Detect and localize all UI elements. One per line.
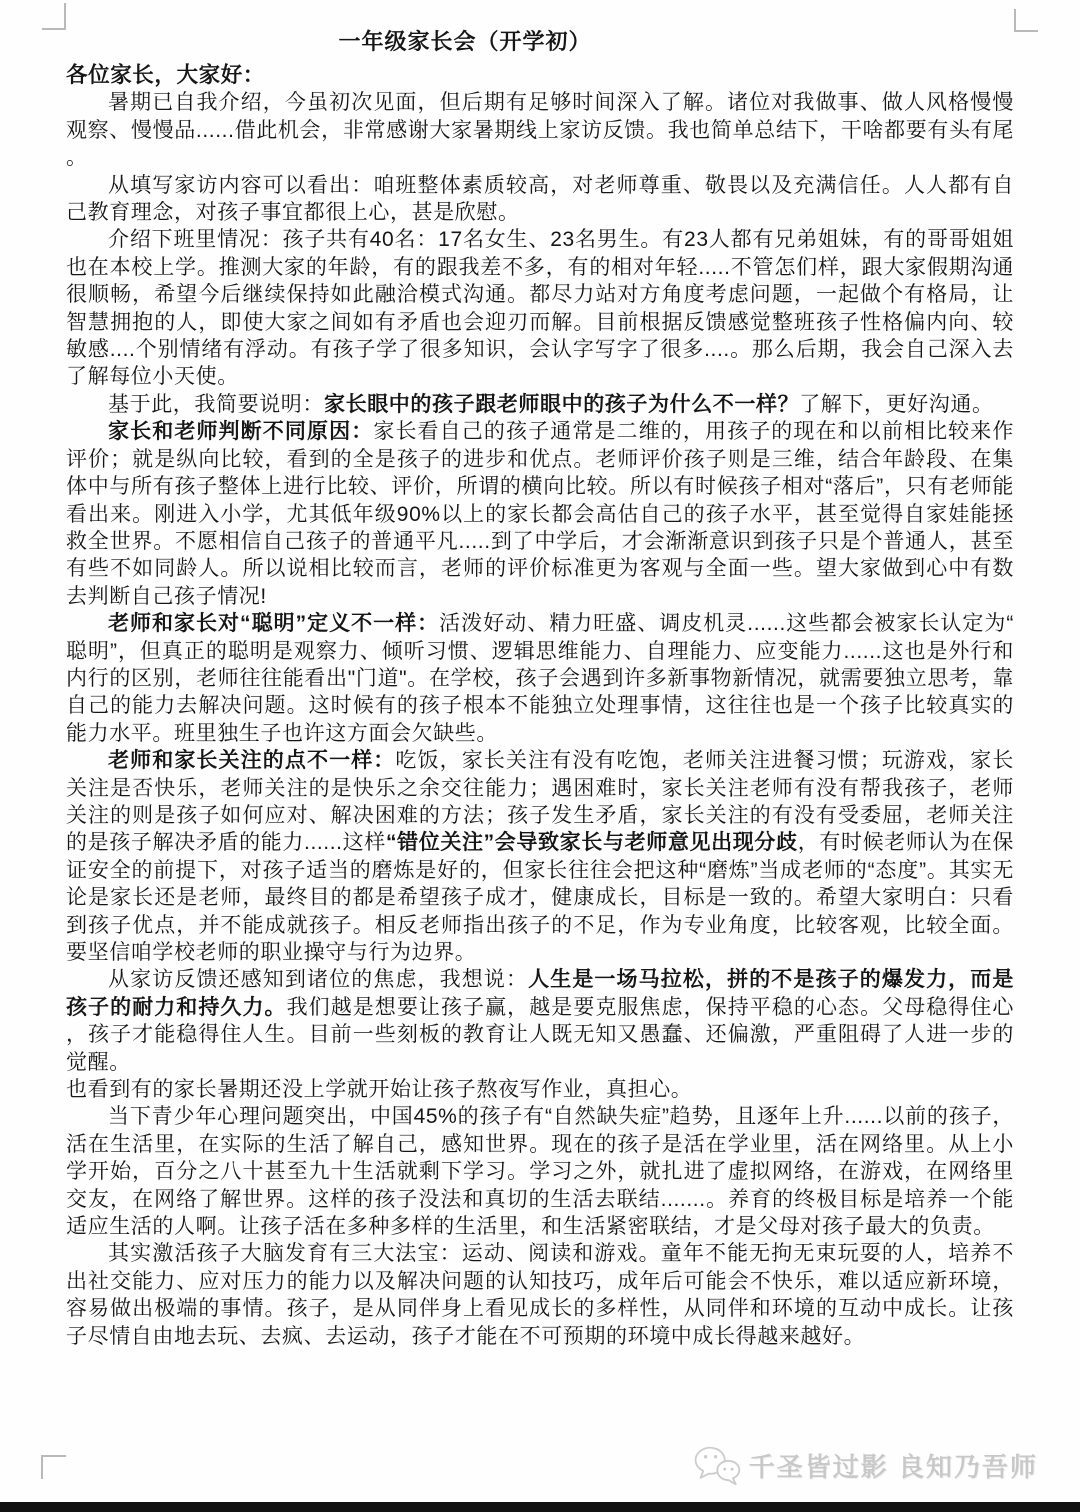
text-run: 介绍下班里情况：孩子共有40名：17名女生、23名男生。有23人都有兄弟姐妹，有的哥哥姐姐也在本校上学。推测大家的年龄，有的跟我差不多，有的相对年轻.....不管怎们样，跟大家假期沟通很顺畅，希望今后继续保持如此融洽模式沟通。都尽力站对方角度考虑问题，一起做个有格局，让智慧拥抱的人，即使大家之间如有矛盾也会迎刃而解。目前根据反馈感觉整班孩子性格偏内向、较敏感....个别情绪有浮动。有孩子学了很多知识，会认字写字了很多....。那么后期，我会自己深入去了解每位小天使。 [66, 228, 1014, 389]
document-content [66, 27, 1014, 1350]
text-run: 了解下，更好沟通。 [799, 392, 994, 416]
paragraphs-container [66, 89, 1014, 1350]
bottom-bar [0, 1502, 1080, 1512]
bold-text-run: 人生是一场马拉松，拼的不是孩子的爆发力，而是孩子的耐力和持久力。 [66, 968, 1014, 1019]
bold-text-run: 家长和老师判断不同原因： [108, 420, 374, 444]
text-run: 活泼好动、精力旺盛、调皮机灵......这些都会被家长认定为“聪明”，但真正的聪明是观察力、倾听习惯、逻辑思维能力、自理能力、应变能力......这也是外行和内行的区别，老师往往能看出"门道"。在学校，孩子会遇到许多新事物新情况，就需要独立思考，靠自己的能力去解决问题。这时候有的孩子根本不能独立处理事情，这往往也是一个孩子比较真实的能力水平。班里独生子也许这方面会欠缺些。 [66, 612, 1014, 745]
text-run: 也看到有的家长暑期还没上学就开始让孩子熬夜写作业，真担心。 [66, 1078, 693, 1102]
paragraph [66, 1240, 1014, 1350]
text-run: 当下青少年心理问题突出，中国45%的孩子有“自然缺失症”趋势，且逐年上升......以前的孩子，活在生活里，在实际的生活了解自己，感知世界。现在的孩子是活在学业里，活在网络里。从上小学开始，百分之八十甚至九十生活就剩下学习。学习之外，就扎进了虚拟网络，在游戏，在网络里交友，在网络了解世界。这样的孩子没法和真切的生活去联结.......。养育的终极目标是培养一个能适应生活的人啊。让孩子活在多种多样的生活里，和生活紧密联结，才是父母对孩子最大的负责。 [66, 1105, 1014, 1239]
text-run: 基于此，我简要说明： [108, 392, 324, 416]
greeting-line: 各位家长，大家好： [66, 63, 265, 87]
paragraph [66, 89, 1014, 171]
text-run: 从填写家访内容可以看出：咱班整体素质较高，对老师尊重、敬畏以及充满信任。人人都有自己教育理念，对孩子事宜都很上心，甚是欣慰。 [66, 173, 1014, 225]
paragraph [66, 966, 1014, 1076]
text-run: 吃饭，家长关注有没有吃饱，老师关注进餐习惯；玩游戏，家长关注是否快乐，老师关注的是快乐之余交往能力；遇困难时，家长关注老师有没有帮我孩子，老师关注的则是孩子如何应对、解决困难的方法；孩子发生矛盾，家长关注的有没有受委屈，老师关注的是孩子解决矛盾的能力......这样 [66, 749, 1014, 855]
bold-text-run: 老师和家长关注的点不一样： [108, 749, 396, 773]
paragraph [66, 1076, 1014, 1103]
paragraph [66, 172, 1014, 227]
paragraph [66, 226, 1014, 390]
text-run: ，有时候老师认为在保证安全的前提下，对孩子适当的磨炼是好的，但家长往往会把这种“磨炼”当成老师的“态度”。其实无论是家长还是老师，最终目的都是希望孩子成才，健康成长，目标是一致的。希望大家明白：只看到孩子优点，并不能成就孩子。相反老师指出孩子的不足，作为专业角度，比较客观，比较全面。要坚信咱学校老师的职业操守与行为边界。 [66, 831, 1015, 964]
wechat-icon [693, 1444, 741, 1486]
bold-text-run: 老师和家长对“聪明”定义不一样： [108, 612, 440, 636]
paragraph [66, 747, 1014, 966]
paragraph [66, 610, 1014, 747]
text-run: 从家访反馈还感知到诸位的焦虑，我想说： [108, 968, 529, 992]
text-boundary-mark-bottom-left [41, 1455, 66, 1479]
bold-text-run: 家长眼中的孩子跟老师眼中的孩子为什么不一样？ [324, 392, 800, 416]
bold-text-run: “错位关注”会导致家长与老师意见出现分歧 [385, 831, 798, 855]
watermark-text: 千圣皆过影 良知乃吾师 [748, 1451, 1038, 1482]
text-run: 家长看自己的孩子通常是二维的，用孩子的现在和以前相比较来作评价；就是纵向比较，看到的全是孩子的进步和优点。老师评价孩子则是三维，结合年龄段、在集体中与所有孩子整体上进行比较、评价，所谓的横向比较。所以有时候孩子相对“落后”，只有老师能看出来。刚进入小学，尤其低年级90%以上的家长都会高估自己的孩子水平，甚至觉得自家娃能拯救全世界。不愿相信自己孩子的普通平凡.....到了中学后，才会渐渐意识到孩子只是个普通人，甚至有些不如同龄人。所以说相比较而言，老师的评价标准更为客观与全面一些。望大家做到心中有数去判断自己孩子情况! [66, 420, 1014, 608]
paragraph [66, 1103, 1014, 1240]
page-title: 一年级家长会（开学初） [338, 29, 592, 54]
text-run: 暑期已自我介绍，今虽初次见面，但后期有足够时间深入了解。诸位对我做事、做人风格慢慢观察、慢慢品......借此机会，非常感谢大家暑期线上家访反馈。我也简单总结下，干啥都要有头有尾。 [66, 91, 1014, 170]
watermark [693, 1444, 1038, 1486]
text-run: 我们越是想要让孩子赢，越是要克服焦虑，保持平稳的心态。父母稳得住心，孩子才能稳得住人生。目前一些刻板的教育让人既无知又愚蠢、还偏激，严重阻碍了人进一步的觉醒。 [66, 995, 1015, 1074]
text-boundary-mark-top-left [42, 3, 66, 30]
paragraph [66, 418, 1014, 610]
text-run: 其实激活孩子大脑发育有三大法宝：运动、阅读和游戏。童年不能无拘无束玩耍的人，培养不出社交能力、应对压力的能力以及解决问题的认知技巧，成年后可能会不快乐，难以适应新环境，容易做出极端的事情。孩子，是从同伴身上看见成长的多样性，从同伴和环境的互动中成长。让孩子尽情自由地去玩、去疯、去运动，孩子才能在不可预期的环境中成长得越来越好。 [66, 1242, 1014, 1348]
paragraph [66, 391, 1014, 418]
text-boundary-mark-top-right [1014, 9, 1038, 32]
